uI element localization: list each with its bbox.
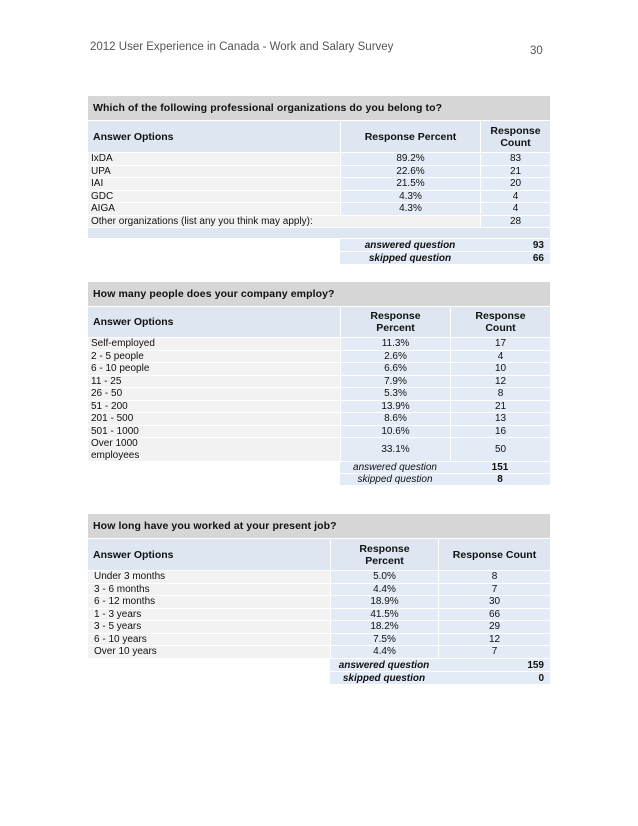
col-answer-options: Answer Options xyxy=(93,548,174,561)
answered-row xyxy=(88,659,550,672)
table-row: 26 - 50 5.3% 8 xyxy=(88,388,550,401)
skipped-value: 66 xyxy=(480,252,550,265)
table-row: 51 - 200 13.9% 21 xyxy=(88,401,550,414)
table-row: AIGA 4.3% 4 xyxy=(88,203,550,216)
table-row: 3 - 6 months 4.4% 7 xyxy=(88,584,550,597)
skipped-label: skipped question xyxy=(340,474,450,486)
table-header xyxy=(88,539,550,571)
question-title: How long have you worked at your present job? xyxy=(88,514,550,539)
col-response-count: Response Count xyxy=(450,307,550,337)
table-row: 1 - 3 years 41.5% 66 xyxy=(88,609,550,622)
table-row: 6 - 12 months 18.9% 30 xyxy=(88,596,550,609)
skipped-label: skipped question xyxy=(340,252,480,265)
col-response-percent: Response Percent xyxy=(340,121,480,152)
table-row: Over 1000 employees 33.1% 50 xyxy=(88,438,550,462)
answered-value: 159 xyxy=(438,659,550,672)
table-row: 501 - 1000 10.6% 16 xyxy=(88,426,550,439)
survey-table-organizations xyxy=(88,96,550,265)
answered-value: 151 xyxy=(450,462,550,474)
page-number: 30 xyxy=(530,45,543,57)
skipped-row xyxy=(88,474,550,486)
survey-table-company-size xyxy=(88,282,550,486)
table-body xyxy=(88,338,550,462)
skipped-value: 0 xyxy=(438,672,550,685)
col-response-count: Response Count xyxy=(480,121,550,152)
table-header xyxy=(88,307,550,338)
table-row: Under 3 months 5.0% 8 xyxy=(88,571,550,584)
answered-value: 93 xyxy=(480,239,550,252)
survey-table-tenure xyxy=(88,514,550,685)
answered-label: answered question xyxy=(340,239,480,252)
col-response-percent: Response Percent xyxy=(330,539,438,570)
question-title: Which of the following professional organizations do you belong to? xyxy=(88,96,550,121)
skipped-label: skipped question xyxy=(330,672,438,685)
table-row: Over 10 years 4.4% 7 xyxy=(88,646,550,659)
col-response-count: Response Count xyxy=(438,539,550,570)
table-row: 2 - 5 people 2.6% 4 xyxy=(88,351,550,364)
table-body xyxy=(88,571,550,659)
summary-band xyxy=(88,228,550,239)
answered-row xyxy=(88,462,550,474)
skipped-row xyxy=(88,252,550,265)
answered-row xyxy=(88,239,550,252)
col-response-percent: Response Percent xyxy=(340,307,450,337)
table-header xyxy=(88,121,550,153)
table-row: Self-employed 11.3% 17 xyxy=(88,338,550,351)
table-row: 3 - 5 years 18.2% 29 xyxy=(88,621,550,634)
table-row: Other organizations (list any you think may apply): 28 xyxy=(88,216,550,229)
table-row: GDC 4.3% 4 xyxy=(88,191,550,204)
table-row: IxDA 89.2% 83 xyxy=(88,153,550,166)
table-row: IAI 21.5% 20 xyxy=(88,178,550,191)
table-row: 6 - 10 years 7.5% 12 xyxy=(88,634,550,647)
table-row: 11 - 25 7.9% 12 xyxy=(88,376,550,389)
table-row: 6 - 10 people 6.6% 10 xyxy=(88,363,550,376)
table-body xyxy=(88,153,550,228)
skipped-row xyxy=(88,672,550,685)
answered-label: answered question xyxy=(330,659,438,672)
table-row: UPA 22.6% 21 xyxy=(88,166,550,179)
document-header: 2012 User Experience in Canada - Work and Salary Survey xyxy=(90,41,394,53)
answered-label: answered question xyxy=(340,462,450,474)
skipped-value: 8 xyxy=(450,474,550,486)
col-answer-options: Answer Options xyxy=(93,130,174,143)
col-answer-options: Answer Options xyxy=(93,316,174,328)
table-row: 201 - 500 8.6% 13 xyxy=(88,413,550,426)
question-title: How many people does your company employ? xyxy=(88,282,550,307)
